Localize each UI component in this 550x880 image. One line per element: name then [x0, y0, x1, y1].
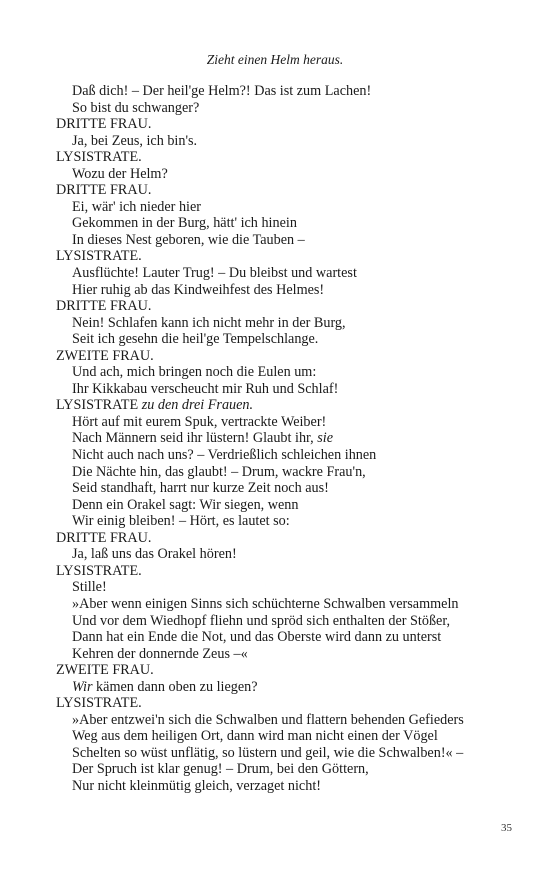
line-text: Nein! Schlafen kann ich nicht mehr in der Burg, [72, 314, 346, 331]
line-text: Stille! [72, 579, 107, 596]
stage-direction: Zieht einen Helm heraus. [206, 52, 344, 67]
line-text: DRITTE FRAU. [56, 298, 152, 315]
verse-line [56, 728, 526, 745]
verse-line [56, 199, 526, 216]
line-text: DRITTE FRAU. [56, 529, 152, 546]
speaker-name [56, 662, 526, 679]
verse-line [56, 596, 526, 613]
verse-line [56, 447, 526, 464]
line-text: Schelten so wüst unflätig, so lüstern und geil, wie die Schwalben!« – [72, 744, 464, 761]
verse-line [56, 579, 526, 596]
verse-line [56, 215, 526, 232]
verse-line [56, 381, 526, 398]
line-text: LYSISTRATE. [56, 695, 142, 712]
line-text: LYSISTRATE. [56, 248, 142, 265]
line-text: DRITTE FRAU. [56, 116, 152, 133]
line-text: So bist du schwanger? [72, 99, 200, 116]
line-text: »Aber wenn einigen Sinns sich schüchterne Schwalben versammeln [72, 595, 459, 612]
verse-line [56, 364, 526, 381]
verse-line [56, 712, 526, 729]
page-number: 35 [501, 822, 512, 834]
verse-line [56, 232, 526, 249]
verse-line [56, 430, 526, 447]
line-text: Die Nächte hin, das glaubt! – Drum, wackre Frau'n, [72, 463, 366, 480]
line-text: LYSISTRATE. [56, 149, 142, 166]
play-text [56, 83, 526, 795]
line-text: Dann hat ein Ende die Not, und das Oberste wird dann zu unterst [72, 629, 442, 646]
speaker-name [56, 348, 526, 365]
speaker-name [56, 116, 526, 133]
verse-line [56, 546, 526, 563]
verse-line [56, 166, 526, 183]
line-text: Ja, laß uns das Orakel hören! [72, 546, 237, 563]
line-text: Ei, wär' ich nieder hier [72, 198, 202, 215]
line-text: Nach Männern seid ihr lüstern! Glaubt ihr, [72, 430, 318, 447]
italic-text: zu den drei Frauen. [141, 397, 254, 414]
verse-line [56, 464, 526, 481]
speaker-name [56, 149, 526, 166]
verse-line [56, 414, 526, 431]
verse-line [56, 282, 526, 299]
verse-line [56, 613, 526, 630]
line-text: ZWEITE FRAU. [56, 347, 154, 364]
line-text: In dieses Nest geboren, wie die Tauben – [72, 231, 305, 248]
line-text: Gekommen in der Burg, hätt' ich hinein [72, 215, 297, 232]
line-text: ZWEITE FRAU. [56, 662, 154, 679]
verse-line [56, 100, 526, 117]
verse-line [56, 761, 526, 778]
line-text: Seid standhaft, harrt nur kurze Zeit noch aus! [72, 480, 329, 497]
speaker-name [56, 182, 526, 199]
line-text: Der Spruch ist klar genug! – Drum, bei den Göttern, [72, 761, 369, 778]
speaker-name [56, 248, 526, 265]
verse-line [56, 497, 526, 514]
speaker-name [56, 397, 526, 414]
line-text: Wozu der Helm? [72, 165, 168, 182]
line-text: DRITTE FRAU. [56, 182, 152, 199]
speaker-name [56, 530, 526, 547]
line-text: Nur nicht kleinmütig gleich, verzaget nicht! [72, 777, 321, 794]
line-text: Ja, bei Zeus, ich bin's. [72, 132, 198, 149]
speaker-name [56, 563, 526, 580]
verse-line [56, 480, 526, 497]
verse-line [56, 646, 526, 663]
verse-line [56, 315, 526, 332]
verse-line [56, 778, 526, 795]
line-text: Denn ein Orakel sagt: Wir siegen, wenn [72, 496, 299, 513]
line-text: LYSISTRATE [56, 397, 142, 414]
line-text: Nicht auch nach uns? – Verdrießlich schleichen ihnen [72, 447, 377, 464]
verse-line [56, 629, 526, 646]
line-text: Hört auf mit eurem Spuk, vertrackte Weiber! [72, 413, 327, 430]
speaker-name [56, 298, 526, 315]
line-text: Und vor dem Wiedhopf fliehn und spröd sich enthalten der Stößer, [72, 612, 451, 629]
line-text: Kehren der donnernde Zeus –« [72, 645, 248, 662]
line-text: Weg aus dem heiligen Ort, dann wird man nicht einen der Vögel [72, 728, 438, 745]
verse-line [56, 265, 526, 282]
line-text: kämen dann oben zu liegen? [92, 678, 258, 695]
italic-text: Wir [72, 678, 93, 695]
italic-text: sie [317, 430, 334, 447]
line-text: Wir einig bleiben! – Hört, es lautet so: [72, 513, 290, 530]
line-text: Ihr Kikkabau verscheucht mir Ruh und Schlaf! [72, 380, 339, 397]
line-text: »Aber entzwei'n sich die Schwalben und flattern behenden Gefieders [72, 711, 464, 728]
line-text: Hier ruhig ab das Kindweihfest des Helmes! [72, 281, 325, 298]
verse-line [56, 679, 526, 696]
line-text: Und ach, mich bringen noch die Eulen um: [72, 364, 317, 381]
line-text: Ausflüchte! Lauter Trug! – Du bleibst und wartest [72, 265, 357, 282]
line-text: Daß dich! – Der heil'ge Helm?! Das ist zum Lachen! [72, 83, 372, 99]
verse-line [56, 513, 526, 530]
line-text: LYSISTRATE. [56, 562, 142, 579]
verse-line [56, 331, 526, 348]
speaker-name [56, 695, 526, 712]
line-text: Seit ich gesehn die heil'ge Tempelschlange. [72, 331, 319, 348]
verse-line [56, 83, 526, 100]
verse-line [56, 133, 526, 150]
verse-line [56, 745, 526, 762]
